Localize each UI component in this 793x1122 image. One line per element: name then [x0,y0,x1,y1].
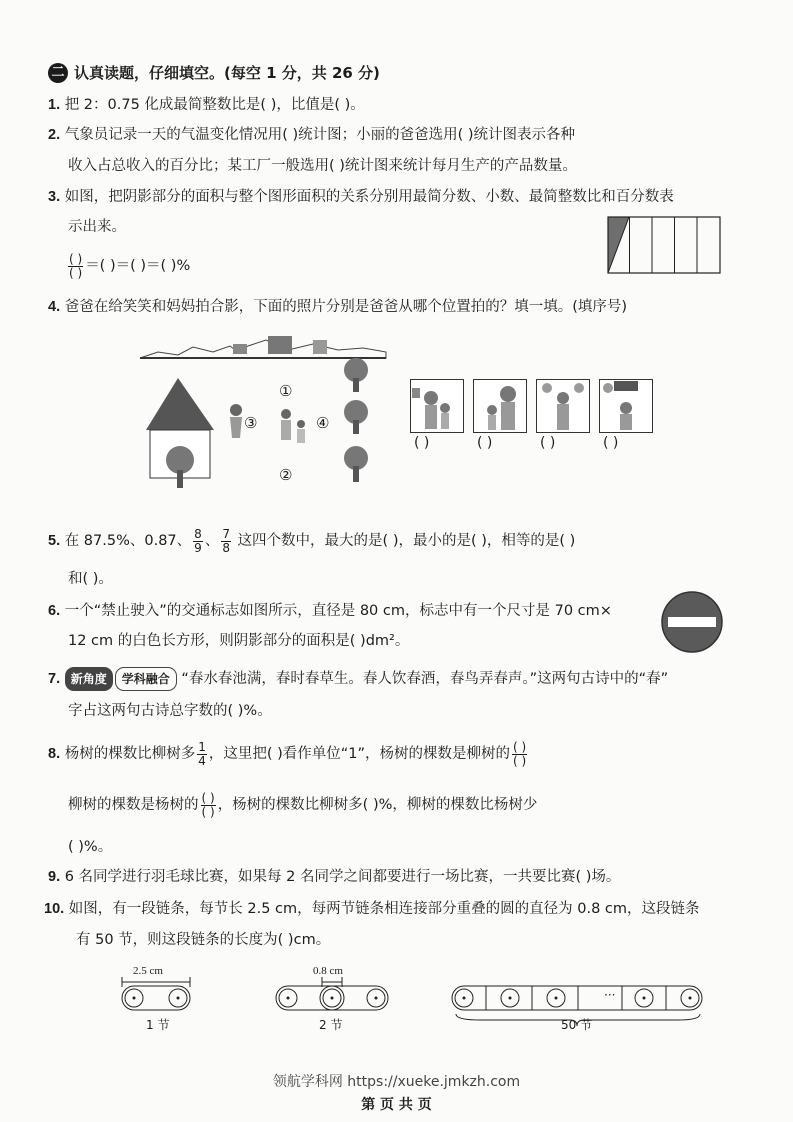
blank-fraction[interactable] [68,253,83,280]
question-text: 如图，有一段链条，每节长 2.5 cm，每两节链条相连接部分重叠的圆的直径为 0.8 cm，这段链条 [68,901,700,917]
section-number-badge: 二 [48,63,68,83]
fraction-denominator: 9 [194,540,202,555]
position-label-4: ④ [316,414,330,432]
question-8 [48,736,529,772]
question-2-line2: 收入占总收入的百分比；某工厂一般选用( )统计图来统计每月生产的产品数量。 [68,158,577,174]
question-text: 6 名同学进行羽毛球比赛，如果每 2 名同学之间都要进行一场比赛，一共要比赛( )场。 [64,869,621,885]
separator: 、 [204,533,220,549]
section-title: 认真读题，仔细填空。(每空 1 分，共 26 分) [74,64,380,82]
question-number: 1. [48,97,61,113]
question-text-post: 这四个数中，最大的是( )，最小的是( )，相等的是( ) [232,533,576,549]
photo-1-answer-blank[interactable]: ( ) [414,435,430,451]
no-entry-sign-icon [660,590,724,654]
question-text: ，杨树的棵数比柳树多( )%，柳树的棵数比杨树少 [217,797,538,813]
photo-4 [599,379,653,433]
dim-label-0-8cm: 0.8 cm [313,965,343,977]
position-label-3: ③ [244,414,258,432]
photo-2-answer-blank[interactable]: ( ) [477,435,493,451]
question-text: 柳树的棵数是杨树的 [68,797,199,813]
blank-fraction[interactable] [512,741,527,768]
question-text: 爸爸在给笑笑和妈妈拍合影，下面的照片分别是爸爸从哪个位置拍的？填一填。(填序号) [64,299,628,315]
photo-1 [410,379,464,433]
fraction-8-9 [193,528,203,555]
question-1 [48,94,365,116]
photo-3-answer-blank[interactable]: ( ) [540,435,556,451]
new-angle-tag: 新角度 [65,667,113,691]
section-header [48,62,380,84]
photo-2-image [474,380,526,432]
question-number: 7. [48,671,61,687]
photo-4-answer-blank[interactable]: ( ) [603,435,619,451]
question-6 [48,600,612,622]
question-7 [48,667,668,691]
question-text: “春水春池满，春时春草生。春人饮春酒，春鸟弄春声。”这两句古诗中的“春” [181,671,669,687]
fraction-numerator: ( ) [513,739,527,754]
house-roof-icon [146,378,214,430]
caption-2-links: 2 节 [319,1018,343,1032]
question-text-pre: 杨树的棵数比柳树多 [64,746,196,762]
subject-fusion-tag: 学科融合 [115,667,177,691]
fraction-denominator: ( ) [69,265,83,280]
question-2 [48,124,575,146]
answer-chain: ＝( )＝( )＝( )% [85,258,191,274]
question-10 [44,898,700,920]
caption-50-links: 50 节 [561,1018,593,1032]
question-8-line3: ( )%。 [68,839,113,855]
fraction-numerator: ( ) [201,790,215,805]
question-text: 如图，把阴影部分的面积与整个图形面积的关系分别用最简分数、小数、最简整数比和百分数表 [64,189,674,205]
position-label-1: ① [279,382,293,400]
question-number: 6. [48,603,61,619]
question-9 [48,866,620,888]
fraction-7-8 [221,528,231,555]
shaded-rectangle-figure [607,216,721,274]
photo-3-image [537,380,589,432]
photo-4-image [600,380,652,432]
chain-ellipsis: ··· [604,988,616,1002]
fraction-denominator: ( ) [201,804,215,819]
fraction-numerator: 1 [198,739,206,754]
question-3-line2: 示出来。 [68,219,126,235]
question-text: 气象员记录一天的气温变化情况用( )统计图；小丽的爸爸选用( )统计图表示各种 [64,127,576,143]
blank-fraction[interactable] [201,792,216,819]
question-text: 一个“禁止驶入”的交通标志如图所示，直径是 80 cm，标志中有一个尺寸是 70 cm× [64,603,612,619]
question-text: 把 2：0.75 化成最简整数比是( )，比值是( )。 [64,97,365,113]
question-10-line2: 有 50 节，则这段链条的长度为( )cm。 [76,932,331,948]
fraction-denominator: 4 [198,753,206,768]
watermark-text: 领航学科网 https://xueke.jmkzh.com [272,1074,521,1090]
question-text-pre: 在 87.5%、0.87、 [64,533,192,549]
fraction-1-4 [197,741,207,768]
question-number: 9. [48,869,61,885]
photo-3 [536,379,590,433]
question-8-line2 [68,787,537,823]
question-number: 5. [48,533,61,549]
dim-label-2-5cm: 2.5 cm [133,965,163,977]
photo-2 [473,379,527,433]
page-footer: 第 页 共 页 [361,1097,432,1113]
question-number: 8. [48,746,61,762]
caption-1-link: 1 节 [146,1018,170,1032]
question-6-line2: 12 cm 的白色长方形，则阴影部分的面积是( )dm²。 [68,633,410,649]
fraction-numerator: 7 [222,526,230,541]
question-number: 3. [48,189,61,205]
question-4 [48,296,627,318]
question-3-answer-row [66,248,190,284]
question-number: 2. [48,127,61,143]
chain-diagram [100,960,720,1040]
fraction-denominator: 8 [222,540,230,555]
question-5 [48,526,575,556]
question-3 [48,186,674,208]
fraction-numerator: 8 [194,526,202,541]
question-number: 10. [44,901,65,917]
question-5-line2: 和( )。 [68,571,113,587]
question-7-line2: 字占这两句古诗总字数的( )%。 [68,703,272,719]
fraction-numerator: ( ) [69,251,83,266]
scene-illustration [138,330,388,500]
position-label-2: ② [279,466,293,484]
question-text-mid: ，这里把( )看作单位“1”，杨树的棵数是柳树的 [208,746,511,762]
photo-1-image [411,380,463,432]
fraction-denominator: ( ) [513,753,527,768]
question-number: 4. [48,299,61,315]
